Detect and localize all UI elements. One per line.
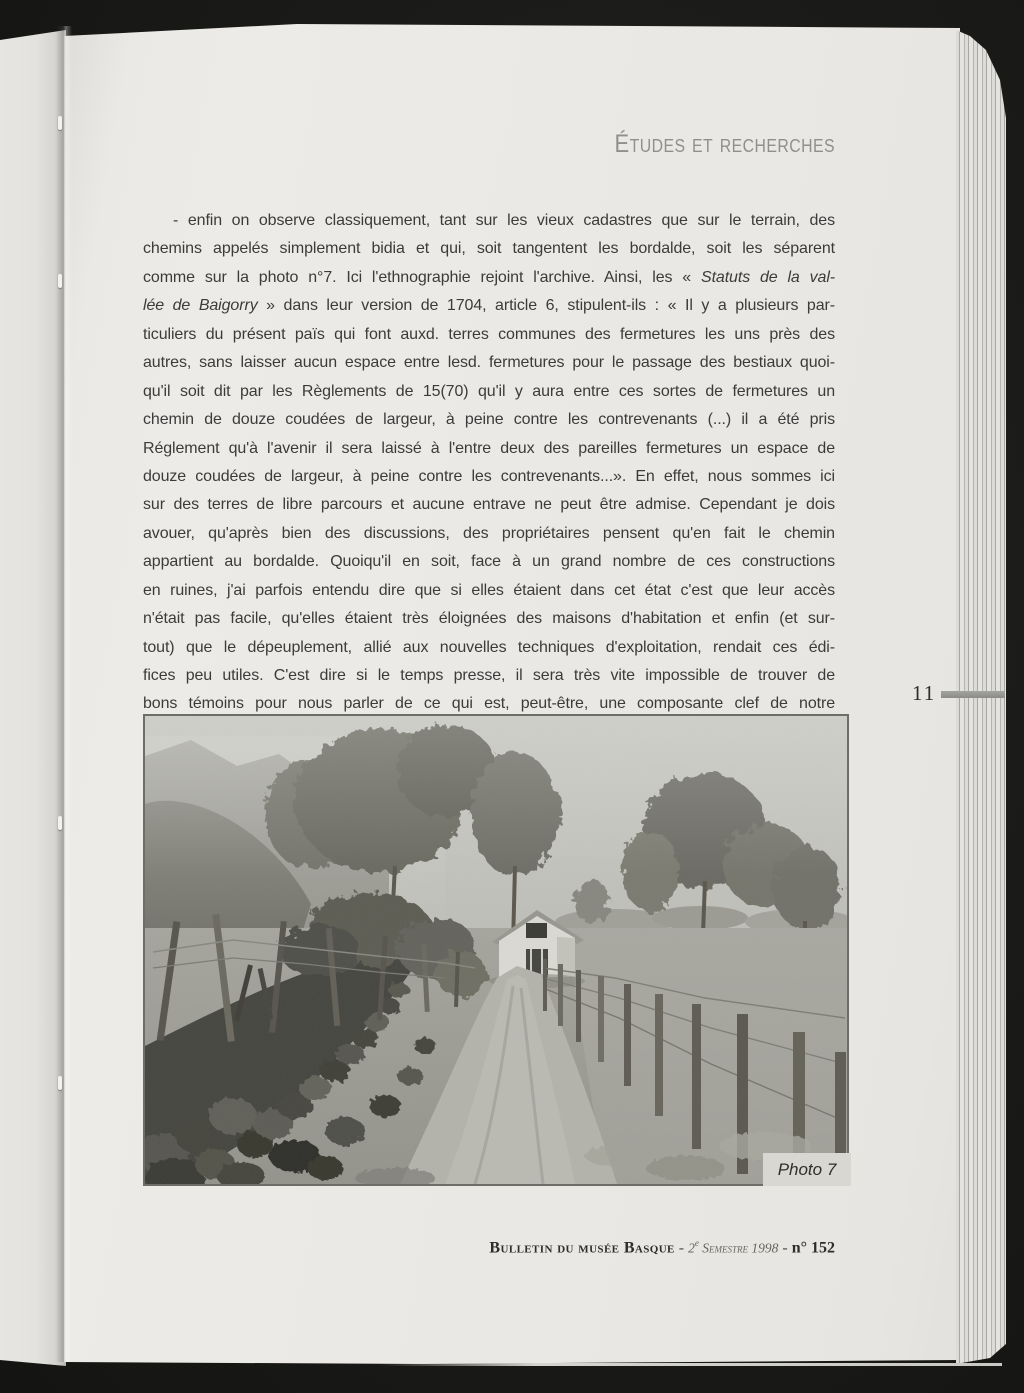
- text-line: [143, 264, 835, 292]
- text-line: [143, 634, 835, 662]
- binding-stitch: [58, 1076, 62, 1090]
- text-segment: Semestre 1998: [698, 1240, 779, 1256]
- photo-7-image: [145, 716, 847, 1184]
- text-segment: Statuts de la val-: [701, 268, 835, 286]
- text-line: [143, 548, 835, 576]
- text-segment: n° 152: [791, 1239, 835, 1257]
- text-segment: qu'il soit dit par les Règlements de 15(70) qu'il y aura entre ces sortes de fermetures un: [143, 382, 835, 400]
- text-segment: comme sur la photo n°7. Ici l'ethnographie rejoint l'archive. Ainsi, les «: [143, 268, 701, 286]
- text-line: [143, 520, 835, 548]
- text-segment: - enfin on observe classiquement, tant sur les vieux cadastres que sur le terrain, des: [173, 212, 835, 229]
- text-segment: chemin de douze coudées de largeur, à peine contre les contrevenants (...) il a été pris: [143, 411, 835, 429]
- text-segment: autres, sans laisser aucun espace entre lesd. fermetures pour le passage des bestiaux quoi-: [143, 354, 835, 372]
- text-line: [143, 235, 835, 263]
- text-segment: fices peu utiles. C'est dire si le temps presse, il sera très vite impossible de trouver de: [143, 667, 835, 684]
- text-segment: chemins appelés simplement bidia et qui, soit tangentent les bordalde, soit les séparent: [143, 240, 835, 258]
- page-number: 11: [912, 681, 937, 705]
- article-body: [143, 207, 835, 747]
- text-segment: Bulletin du musée Basque: [489, 1239, 675, 1257]
- text-line: [143, 463, 835, 491]
- photo-7-figure: [143, 714, 849, 1186]
- text-segment: douze coudées de largeur, à peine contre les contrevenants...». En effet, nous sommes ici: [143, 467, 835, 485]
- text-segment: n'était pas facile, qu'elles étaient très éloignées des maisons d'habitation et enfin (et sur-: [143, 610, 835, 628]
- text-line: [143, 378, 835, 406]
- binding-stitch: [58, 816, 62, 830]
- film-grain: [145, 716, 847, 1184]
- binding-stitch: [58, 274, 62, 288]
- text-segment: en ruines, j'ai parfois entendu dire que si elles étaient dans cet état c'est que leur accès: [143, 581, 835, 599]
- journal-footer: [143, 1238, 835, 1257]
- text-line: [143, 207, 835, 235]
- text-line: [143, 349, 835, 377]
- binding-crease: [56, 26, 72, 1362]
- text-segment: tout) que le dépeuplement, allié aux nouvelles techniques d'exploitation, rendait ces édi-: [143, 638, 835, 656]
- text-segment: -: [674, 1239, 689, 1257]
- text-line: [143, 605, 835, 633]
- text-segment: ticuliers du présent païs qui font auxd. terres communes des fermetures les uns près des: [143, 325, 835, 343]
- text-line: [143, 321, 835, 349]
- page-edge-stack: [956, 28, 1006, 1368]
- running-head: Études et recherches: [614, 130, 835, 158]
- text-line: [143, 577, 835, 605]
- text-line: [143, 662, 835, 690]
- text-line: [143, 292, 835, 320]
- binding-stitch: [58, 116, 62, 130]
- text-segment: appartient au bordalde. Quoiqu'il en soit, face à un grand nombre de ces constructions: [143, 553, 835, 571]
- text-segment: sur des terres de libre parcours et aucune entrave ne peut être admise. Cependant je dois: [143, 496, 835, 514]
- text-segment: Réglement qu'à l'avenir il sera laissé à l'entre deux des pareilles fermetures un espace de: [143, 439, 835, 457]
- text-segment: -: [778, 1239, 792, 1257]
- text-segment: » dans leur version de 1704, article 6, stipulent-ils : « Il y a plusieurs par-: [257, 297, 835, 315]
- photo-caption: Photo 7: [763, 1153, 851, 1186]
- text-line: [143, 406, 835, 434]
- text-segment: lée de Baigorry: [143, 297, 258, 315]
- bottom-page-edge: [380, 1363, 1002, 1366]
- text-line: [143, 491, 835, 519]
- text-line: [143, 435, 835, 463]
- text-segment: avouer, qu'après bien des discussions, des propriétaires pensent qu'en fait le chemin: [143, 524, 835, 542]
- page-number-bar: [941, 691, 1005, 698]
- text-segment: 2: [688, 1240, 695, 1256]
- text-segment: bons témoins pour nous parler de ce qui est, peut-être, une composante clef de notre: [143, 695, 835, 713]
- text-segment: e: [694, 1238, 699, 1248]
